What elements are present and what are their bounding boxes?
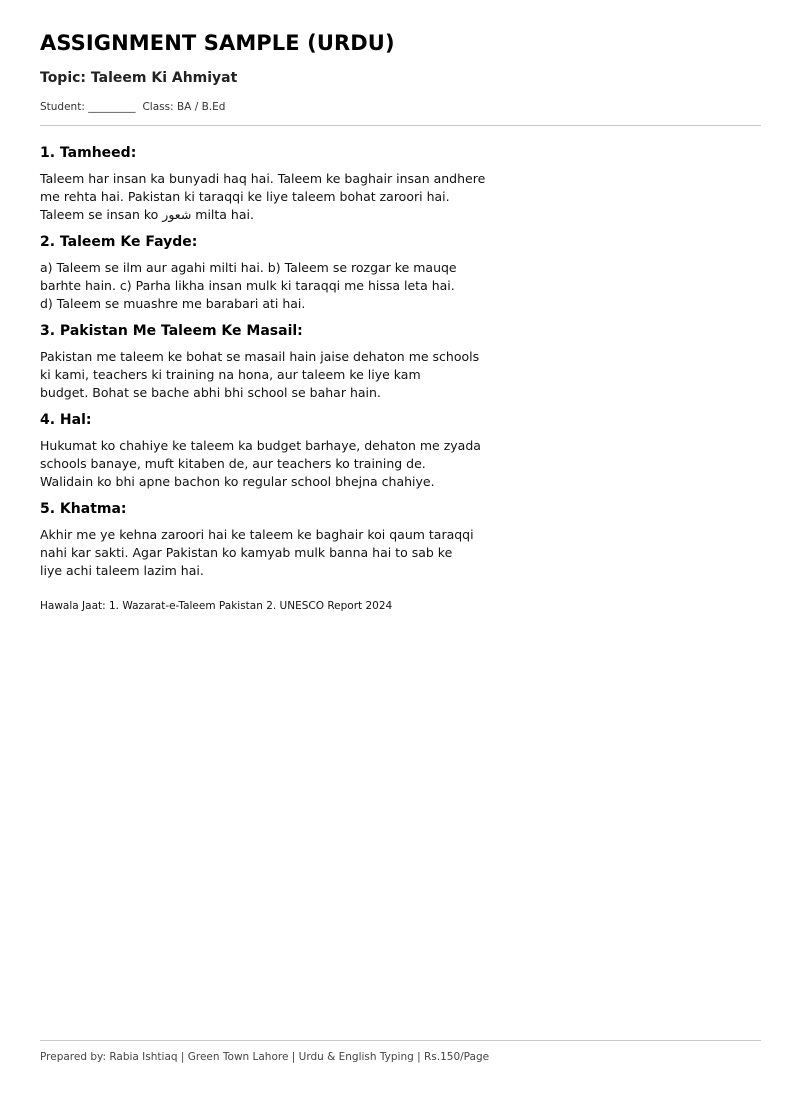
- section-heading: 1. Tamheed:: [40, 145, 137, 161]
- class-label: Class: BA / B.Ed: [142, 101, 226, 113]
- section-paragraph: a) Taleem se ilm aur agahi milti hai. b) Taleem se rozgar ke mauqe barhte hain. c) Parha likha insan mulk ki taraqqi me hissa leta hai. d) Taleem se muashre me barabari ati hai.: [40, 260, 457, 311]
- footer-divider: [40, 1040, 761, 1041]
- section-heading: 2. Taleem Ke Fayde:: [40, 234, 198, 250]
- section-khatma: [40, 500, 520, 580]
- document-page: [40, 0, 761, 1100]
- section-paragraph: Taleem har insan ka bunyadi haq hai. Taleem ke baghair insan andhere me rehta hai. Pakistan ki taraqqi ke liye taleem bohat zaroori hai. Taleem se insan ko شعور milta hai.: [40, 171, 486, 222]
- section-hal: [40, 411, 520, 491]
- document-title: ASSIGNMENT SAMPLE (URDU): [40, 31, 395, 55]
- section-paragraph: Pakistan me taleem ke bohat se masail hain jaise dehaton me schools ki kami, teachers ki training na hona, aur taleem ke liye kam budget. Bohat se bache abhi bhi school se bahar hain.: [40, 349, 480, 400]
- references-line: Hawala Jaat: 1. Wazarat-e-Taleem Pakistan 2. UNESCO Report 2024: [40, 600, 393, 612]
- section-paragraph: Hukumat ko chahiye ke taleem ka budget barhaye, dehaton me zyada schools banaye, muft kitaben de, aur teachers ko training de. Walidain ko bhi apne bachon ko regular school bhejna chahiye.: [40, 438, 481, 489]
- student-label: Student: _________: [40, 101, 136, 113]
- section-masail: [40, 322, 520, 402]
- section-tamheed: [40, 144, 520, 224]
- header-divider: [40, 125, 761, 126]
- footer-text: Prepared by: Rabia Ishtiaq | Green Town Lahore | Urdu & English Typing | Rs.150/Page: [40, 1051, 490, 1063]
- document-topic: Topic: Taleem Ki Ahmiyat: [40, 70, 238, 86]
- section-heading: 3. Pakistan Me Taleem Ke Masail:: [40, 323, 303, 339]
- section-heading: 4. Hal:: [40, 412, 92, 428]
- student-class-line: [40, 101, 225, 113]
- section-heading: 5. Khatma:: [40, 501, 127, 517]
- assignment-body: [40, 144, 520, 589]
- section-paragraph: Akhir me ye kehna zaroori hai ke taleem ke baghair koi qaum taraqqi nahi kar sakti. Agar Pakistan ko kamyab mulk banna hai to sab ke liye achi taleem lazim hai.: [40, 527, 474, 578]
- section-taleem-ke-fayde: [40, 233, 520, 313]
